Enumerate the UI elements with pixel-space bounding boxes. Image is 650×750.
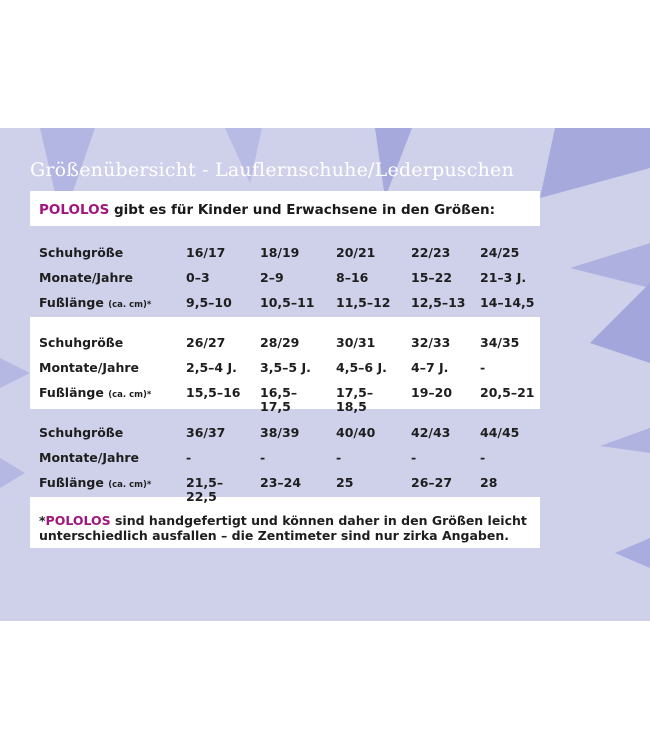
size-cell: 40/40 (336, 425, 376, 440)
size-cell: 25 (336, 475, 354, 490)
size-cell: 42/43 (411, 425, 451, 440)
row-label: Schuhgröße (39, 245, 124, 260)
size-cell: 26–27 (411, 475, 453, 490)
size-cell: - (480, 450, 486, 465)
size-cell: 14–14,5 (480, 295, 535, 310)
size-cell: - (336, 450, 342, 465)
size-cell: 17,5– 18,5 (336, 385, 374, 414)
size-cell: 12,5–13 (411, 295, 466, 310)
footnote-brand: POLOLOS (45, 513, 111, 528)
brand-name: POLOLOS (39, 202, 110, 218)
size-cell: 2–9 (260, 270, 284, 285)
size-cell: 4,5–6 J. (336, 360, 387, 375)
intro-text (39, 202, 495, 218)
size-cell: 20,5–21 (480, 385, 535, 400)
size-cell: 38/39 (260, 425, 300, 440)
row-label: Montate/Jahre (39, 360, 139, 375)
size-cell: 28/29 (260, 335, 300, 350)
size-cell: - (260, 450, 266, 465)
footnote (39, 513, 539, 543)
size-cell: 16/17 (186, 245, 226, 260)
row-label: Fußlänge (ca. cm)* (39, 475, 152, 490)
size-cell: 15,5–16 (186, 385, 241, 400)
size-cell: 36/37 (186, 425, 226, 440)
size-cell: 3,5–5 J. (260, 360, 311, 375)
row-label: Monate/Jahre (39, 270, 134, 285)
size-cell: 19–20 (411, 385, 453, 400)
size-cell: 28 (480, 475, 498, 490)
size-cell: 21,5– 22,5 (186, 475, 224, 504)
size-cell: 20/21 (336, 245, 376, 260)
size-cell: 34/35 (480, 335, 520, 350)
size-cell: 16,5– 17,5 (260, 385, 298, 414)
size-cell: 4–7 J. (411, 360, 449, 375)
row-label: Fußlänge (ca. cm)* (39, 295, 152, 310)
size-cell: 21–3 J. (480, 270, 527, 285)
footnote-text: sind handgefertigt und können daher in den Größen leicht unterschiedlich ausfallen – die Zentimeter sind nur zirka Angaben. (39, 513, 527, 543)
size-cell: - (480, 360, 486, 375)
size-cell: 9,5–10 (186, 295, 232, 310)
size-chart-panel (0, 128, 650, 621)
size-cell: 30/31 (336, 335, 376, 350)
row-label: Fußlänge (ca. cm)* (39, 385, 152, 400)
page-title: Größenübersicht - Lauflernschuhe/Lederpuschen (30, 159, 514, 181)
footnote-marker: * (39, 513, 46, 528)
size-cell: 26/27 (186, 335, 226, 350)
size-cell: 2,5–4 J. (186, 360, 237, 375)
size-cell: 0–3 (186, 270, 210, 285)
size-cell: 8–16 (336, 270, 369, 285)
intro-sentence: gibt es für Kinder und Erwachsene in den Größen: (109, 202, 495, 218)
row-label: Schuhgröße (39, 425, 124, 440)
size-cell: 24/25 (480, 245, 520, 260)
size-cell: - (186, 450, 192, 465)
size-cell: 18/19 (260, 245, 300, 260)
size-cell: 23–24 (260, 475, 302, 490)
size-cell: 44/45 (480, 425, 520, 440)
size-cell: 32/33 (411, 335, 451, 350)
size-cell: 15–22 (411, 270, 453, 285)
row-label: Montate/Jahre (39, 450, 139, 465)
size-cell: 22/23 (411, 245, 451, 260)
size-cell: 11,5–12 (336, 295, 391, 310)
size-cell: - (411, 450, 417, 465)
size-cell: 10,5–11 (260, 295, 315, 310)
row-label: Schuhgröße (39, 335, 124, 350)
